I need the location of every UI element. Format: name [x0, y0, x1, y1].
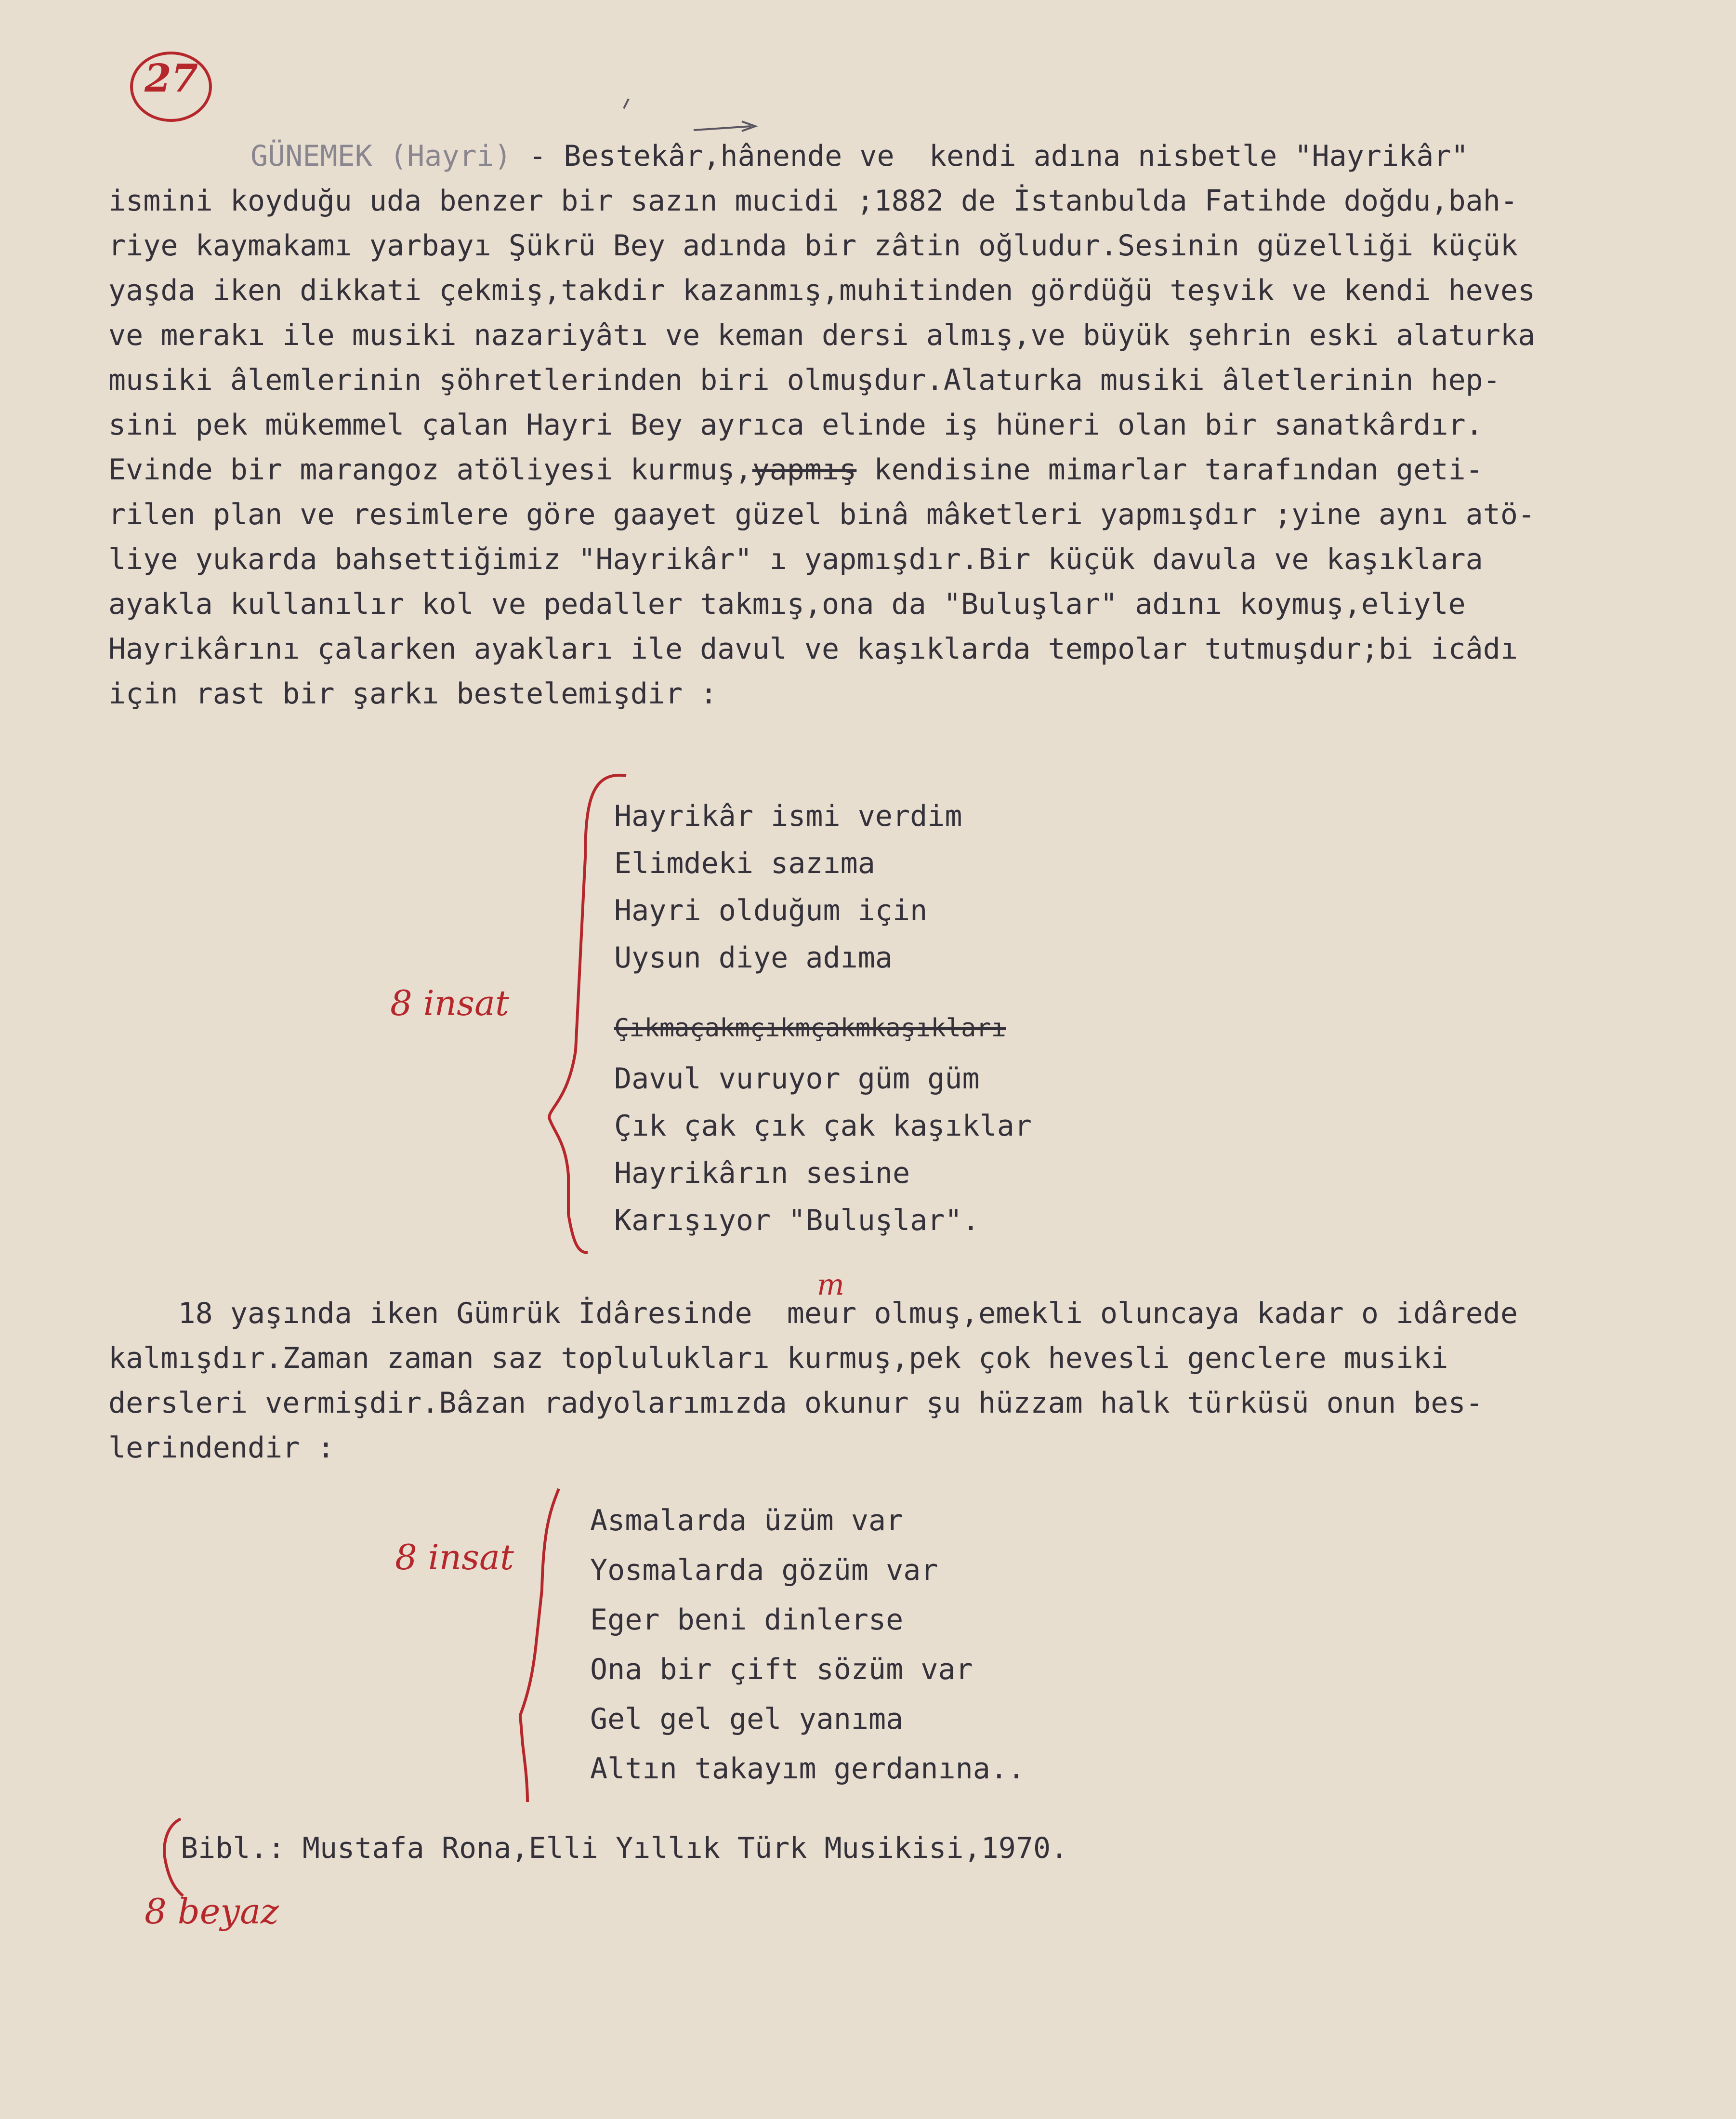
para2-line-1: 18 yaşında iken Gümrük İdâresinde me m ur olmuş,emekli oluncaya kadar o idârede	[108, 1291, 1518, 1336]
entry-heading-rest: Bestekâr,hânende ve kendi adına nisbetle "Hayrikâr"	[564, 139, 1469, 173]
poem-line: Uysun diye adıma	[614, 941, 893, 975]
bibliography: Bibl.: Mustafa Rona,Elli Yıllık Türk Musikisi,1970.	[181, 1831, 1068, 1865]
insertion-arrow-mark	[694, 121, 755, 131]
poem-line: Karışıyor "Buluşlar".	[614, 1204, 980, 1237]
para1-line: Hayrikârını çalarken ayakları ile davul ve kaşıklarda tempolar tutmuşdur;bi icâdı	[108, 632, 1518, 666]
margin-note-insat-1: 8 insat	[390, 983, 509, 1023]
para2-line: kalmışdır.Zaman zaman saz toplulukları kurmuş,pek çok hevesli genclere musiki	[108, 1341, 1448, 1375]
poem-line: Hayrikâr ismi verdim	[614, 799, 962, 833]
para1-line: ismini koyduğu uda benzer bir sazın mucidi ;1882 de İstanbulda Fatihde doğdu,bah-	[108, 184, 1518, 218]
poem1-struck-line: Çıkmaçakmçıkmçakmkaşıkları	[614, 1014, 1006, 1043]
para1-line: musiki âlemlerinin şöhretlerinden biri olmuşdur.Alaturka musiki âletlerinin hep-	[108, 363, 1500, 397]
poem-line: Hayri olduğum için	[614, 894, 928, 927]
handwritten-insert: m	[817, 1268, 844, 1302]
poem2-bracket	[520, 1489, 559, 1802]
margin-note-beyaz: 8 beyaz	[145, 1891, 279, 1932]
entry-heading-line	[250, 134, 1469, 179]
poem-line: Elimdeki sazıma	[614, 847, 875, 880]
entry-given-name: (Hayri)	[390, 139, 512, 173]
poem-line: Altın takayım gerdanına..	[590, 1752, 1026, 1786]
para1-line: rilen plan ve resimlere göre gaayet güzel binâ mâketleri yapmışdır ;yine aynı atö-	[108, 498, 1536, 531]
entry-dash: -	[511, 139, 564, 173]
para1-line: riye kaymakamı yarbayı Şükrü Bey adında bir zâtin oğludur.Sesinin güzelliği küçük	[108, 229, 1518, 263]
poem-line: Eger beni dinlerse	[590, 1603, 904, 1637]
poem-line: Çık çak çık çak kaşıklar	[614, 1109, 1032, 1143]
para2-line: lerindendir :	[108, 1431, 335, 1465]
struck-word: yapmış	[752, 453, 857, 487]
poem-line: Hayrikârın sesine	[614, 1156, 910, 1190]
poem1-stanza2	[614, 1055, 1032, 1244]
poem-line: Davul vuruyor güm güm	[614, 1062, 980, 1096]
para1-line-with-strike: Evinde bir marangoz atöliyesi kurmuş,yapmış kendisine mimarlar tarafından geti-	[108, 453, 1483, 487]
poem-line: Gel gel gel yanıma	[590, 1702, 904, 1736]
poem-line: Yosmalarda gözüm var	[590, 1553, 938, 1587]
insertion-caret-mark	[624, 99, 629, 108]
para1-line: liye yukarda bahsettiğimiz "Hayrikâr" ı yapmışdır.Bir küçük davula ve kaşıklara	[108, 543, 1483, 576]
para1-line: yaşda iken dikkati çekmiş,takdir kazanmış,muhitinden gördüğü teşvik ve kendi heves	[108, 274, 1536, 307]
para1-line: ayakla kullanılır kol ve pedaller takmış,ona da "Buluşlar" adını koymuş,eliyle	[108, 587, 1466, 621]
poem-line: Asmalarda üzüm var	[590, 1504, 904, 1537]
page-number: 27	[145, 55, 198, 101]
margin-note-insat-2: 8 insat	[395, 1537, 514, 1577]
para2-line: dersleri vermişdir.Bâzan radyolarımızda okunur şu hüzzam halk türküsü onun bes-	[108, 1386, 1483, 1420]
poem1-stanza1	[614, 793, 962, 981]
para1-line: ve merakı ile musiki nazariyâtı ve keman dersi almış,ve büyük şehrin eski alaturka	[108, 318, 1536, 352]
para1-line: sini pek mükemmel çalan Hayri Bey ayrıca elinde iş hüneri olan bir sanatkârdır.	[108, 408, 1483, 442]
para1-line: için rast bir şarkı bestelemişdir :	[108, 677, 718, 711]
poem-line: Ona bir çift sözüm var	[590, 1653, 973, 1686]
poem2	[590, 1496, 1025, 1794]
entry-surname: GÜNEMEK	[250, 139, 372, 173]
